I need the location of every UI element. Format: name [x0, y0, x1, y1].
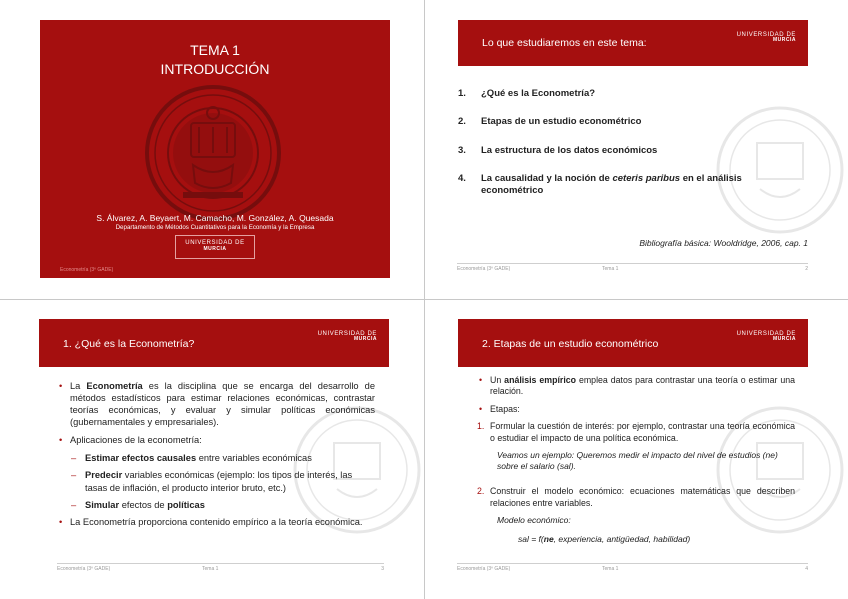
topic-number: 4. [458, 173, 466, 185]
step-text: Formular la cuestión de interés: por ejemplo, contrastar una teoría económica o estudiar el impacto de una política económica. [490, 421, 795, 443]
university-logo [737, 331, 796, 343]
dash-marker: – [71, 453, 77, 464]
sub-text: efectos de [119, 499, 168, 510]
slide-footer [457, 563, 808, 574]
bullet-marker: • [479, 375, 483, 385]
sub-text-bold: políticas [167, 499, 205, 510]
university-logo [737, 32, 796, 44]
slide-footer [457, 263, 808, 274]
footer-course: Econometría (3º GADE) [57, 566, 111, 572]
bullet-marker: • [479, 403, 483, 414]
dash-marker: – [71, 470, 77, 481]
step-item [477, 421, 795, 444]
topic-item [458, 145, 778, 156]
slide-footer [57, 563, 384, 574]
university-seal-icon [143, 83, 283, 223]
equation-pre: sal = f( [518, 534, 544, 545]
footer-page-number: 3 [381, 566, 384, 572]
sub-text: entre variables económicas [196, 453, 312, 464]
footer-course: Econometría (3º GADE) [457, 566, 511, 572]
bullet-text-pre: La [70, 381, 87, 391]
model-label: Modelo económico: [497, 515, 571, 526]
equation-bold: ne [543, 534, 554, 545]
bibliography: Bibliografía básica: Wooldridge, 2006, cap. 1 [639, 238, 808, 248]
bullet-item [477, 404, 795, 415]
title-panel [40, 20, 390, 278]
header-bar [39, 319, 389, 367]
sub-text-bold: Predecir [85, 470, 123, 481]
topic-item [458, 116, 778, 127]
bullet-text: Aplicaciones de la econometría: [70, 435, 202, 446]
bullet-item [57, 434, 375, 446]
header-bar [458, 20, 808, 66]
sub-text-bold: Estimar efectos causales [85, 453, 197, 464]
model-equation [518, 534, 795, 545]
sub-bullet-item [57, 499, 375, 511]
topic-text: ¿Qué es la Econometría? [481, 88, 596, 99]
university-logo [318, 331, 377, 343]
footer-left: Econometría (3º GADE) [60, 267, 114, 273]
topic-item [458, 173, 778, 196]
footer-page-number: 4 [805, 566, 808, 572]
topic-text: La estructura de los datos económicos [481, 144, 658, 156]
logo-line-1: UNIVERSIDAD DE [736, 32, 796, 38]
footer-topic: Tema 1 [602, 566, 619, 572]
slide-title: 1. ¿Qué es la Econometría? [63, 338, 195, 350]
sub-text-bold: Simular [85, 499, 120, 510]
logo-line-2: MURCIA [773, 37, 796, 44]
dash-marker: – [71, 499, 77, 510]
bullet-item [477, 375, 795, 398]
slide-4 [435, 300, 848, 599]
sub-text: variables económicas (ejemplo: los tipos de interés, las tasas de inflación, el producto interior bruto, etc.) [85, 470, 353, 493]
bullet-text-pre: Un [490, 375, 505, 385]
bullet-marker: • [59, 435, 63, 446]
footer-topic: Tema 1 [202, 566, 219, 572]
logo-line-2: MURCIA [773, 336, 796, 343]
bullet-marker: • [59, 516, 63, 527]
topic-number: 3. [458, 144, 466, 156]
step-text: Construir el modelo económico: ecuaciones matemáticas que describen relaciones entre variables. [490, 486, 795, 508]
topic-number: 2. [458, 116, 466, 128]
department: Departamento de Métodos Cuantitativos para la Economía y la Empresa [115, 224, 315, 231]
sub-bullet-item [57, 452, 375, 464]
bullet-text-bold: Econometría [86, 381, 143, 391]
bullet-text-post: emplea datos para contrastar una teoría o estimar una relación. [490, 375, 795, 397]
bullet-marker: • [59, 381, 63, 391]
slide-title: 2. Etapas de un estudio econométrico [482, 338, 659, 350]
logo-line-2: MURCIA [354, 336, 377, 343]
bullet-text: Etapas: [490, 403, 520, 414]
logo-line-1: UNIVERSIDAD DE [185, 240, 245, 246]
example-text: Veamos un ejemplo: Queremos medir el impacto del nivel de estudios (ne) sobre el salario (sal). [497, 450, 778, 472]
topic-text-pre: La causalidad y la noción de [481, 173, 613, 185]
page-divider-vertical [424, 0, 425, 599]
footer-course: Econometría (3º GADE) [457, 266, 511, 272]
topic-number: 1. [458, 88, 466, 99]
step-number: 2. [477, 486, 485, 497]
slide-body [57, 380, 375, 534]
header-bar [458, 319, 808, 367]
logo-line-1: UNIVERSIDAD DE [736, 331, 796, 337]
slide-1 [0, 0, 424, 299]
topic-text: Etapas de un estudio econométrico [481, 116, 642, 128]
slide-3 [17, 300, 424, 599]
step-item [477, 486, 795, 509]
title-line-1: TEMA 1 [190, 42, 240, 58]
slide-2 [435, 0, 848, 299]
footer-page-number: 2 [805, 266, 808, 272]
logo-line-1: UNIVERSIDAD DE [317, 331, 377, 337]
bullet-text-post: es la disciplina que se encarga del desarrollo de métodos estadísticos para estimar relaciones económicas, contrastar teorías económicas, y evaluar y simular políticas económicas (gubernamentales y empresariales). [70, 381, 375, 428]
step-number: 1. [477, 421, 485, 432]
sub-bullet-item [57, 469, 375, 493]
bullet-text: La Econometría proporciona contenido empírico a la teoría económica. [70, 516, 363, 527]
equation-post: , experiencia, antigüedad, habilidad) [553, 534, 691, 545]
authors: S. Álvarez, A. Beyaert, M. Camacho, M. González, A. Quesada [96, 213, 334, 223]
topic-item [458, 88, 778, 99]
slide-title: Lo que estudiaremos en este tema: [482, 37, 647, 49]
title-line-2: INTRODUCCIÓN [160, 61, 270, 77]
logo-line-2: MURCIA [203, 246, 227, 252]
bullet-text-bold: análisis empírico [504, 375, 577, 385]
topic-text-post: en el análisis econométrico [481, 173, 742, 196]
footer-topic: Tema 1 [602, 266, 619, 272]
university-logo [175, 235, 255, 259]
topics-list [458, 88, 778, 213]
bullet-item [57, 380, 375, 428]
slide-body [477, 375, 795, 545]
bullet-item [57, 516, 375, 528]
topic-text-emphasis: ceteris paribus [612, 173, 681, 185]
